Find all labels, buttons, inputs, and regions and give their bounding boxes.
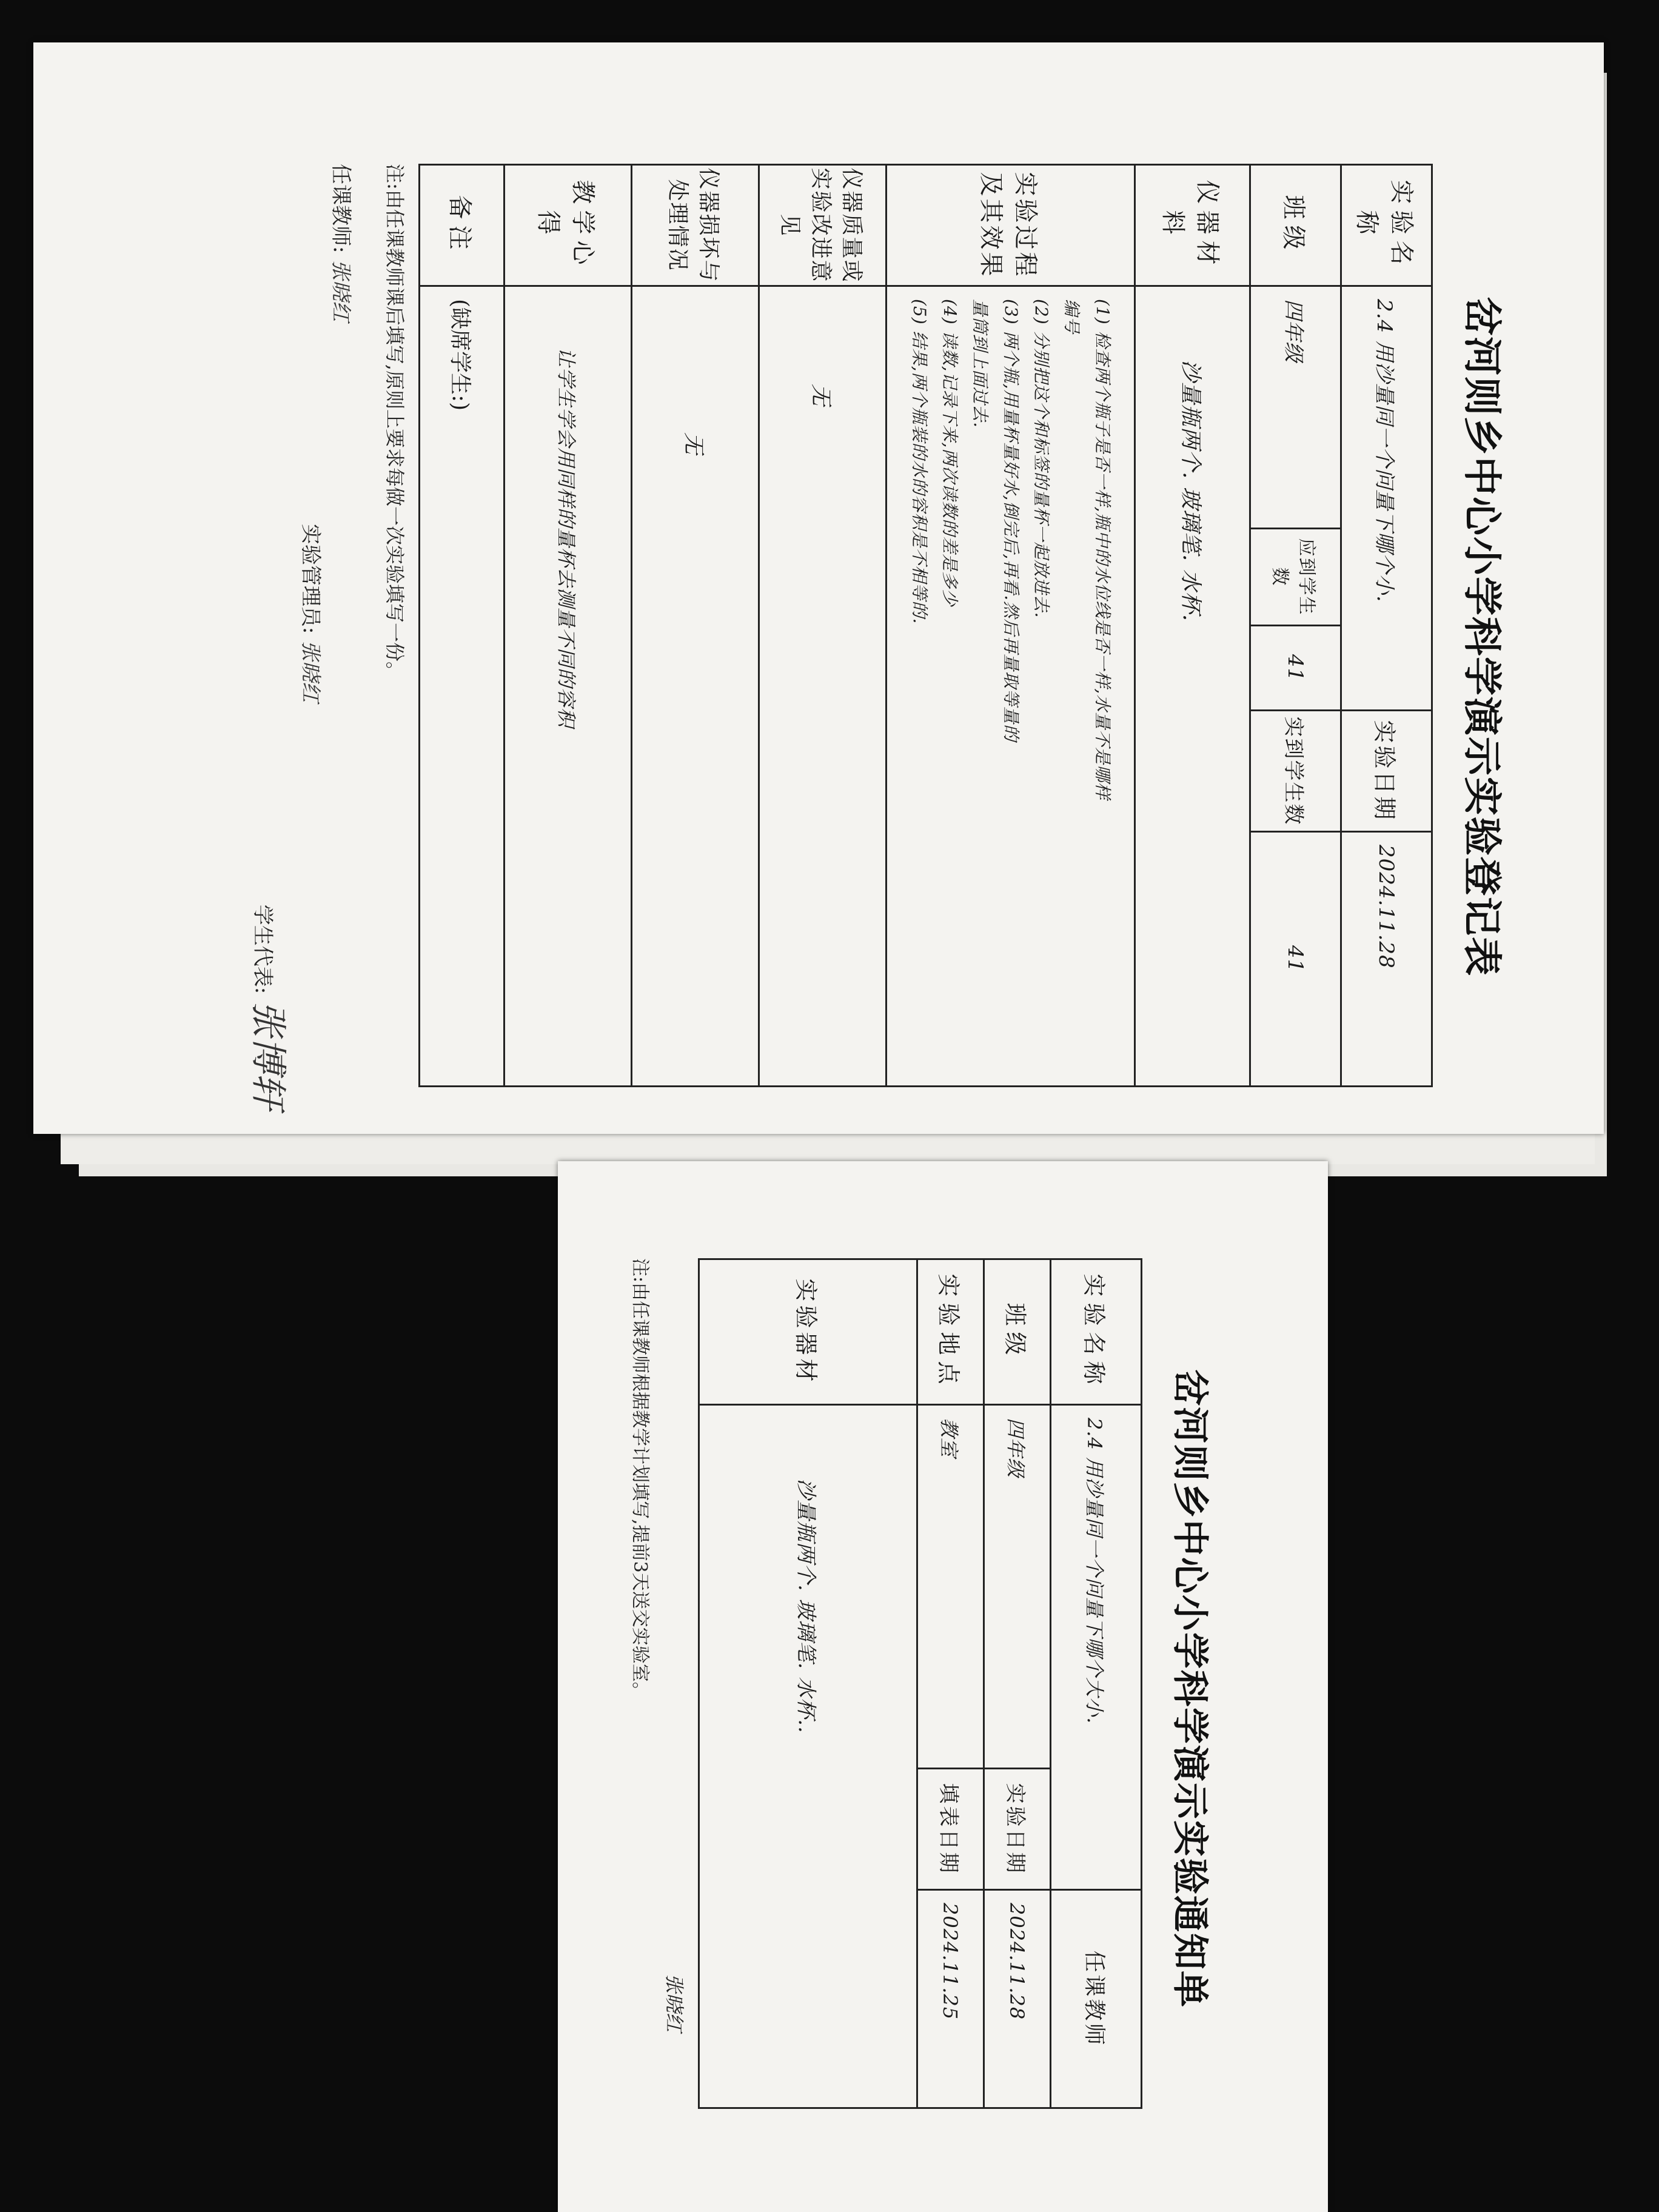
damage-label: 仪器损坏与处理情况 <box>632 165 759 286</box>
notice-equipment-label: 实验器材 <box>699 1259 917 1405</box>
notice-teacher-label: 任课教师 <box>1051 1890 1142 2108</box>
name-value: 2.4 用沙量同一个问量下哪个小. <box>1341 286 1432 711</box>
notice-location-label: 实验地点 <box>917 1259 984 1405</box>
notice-form <box>629 1246 1219 2131</box>
notice-date-value: 2024.11.28 <box>984 1890 1051 2108</box>
student-signature-value: 张博轩 <box>247 1000 289 1110</box>
manager-signature-value: 张晓红 <box>298 640 323 703</box>
damage-value: 无 <box>632 286 759 1087</box>
register-sheet <box>33 42 1604 1134</box>
quality-value: 无 <box>759 286 886 1087</box>
notice-sheet <box>558 1161 1328 2212</box>
register-table <box>418 164 1433 1087</box>
expected-label: 应到学生数 <box>1250 529 1341 626</box>
quality-label: 仪器质量或实验改进意见 <box>759 165 886 286</box>
notice-teacher-value: 张晓红 <box>663 1974 686 2033</box>
materials-value: 沙量瓶两个. 玻璃笔. 水杯. <box>1135 286 1250 1087</box>
date-label: 实验日期 <box>1341 711 1432 832</box>
register-signatures <box>245 164 358 1110</box>
notice-class-value: 四年级 <box>984 1405 1051 1769</box>
notice-footnote: 注:由任课教师根据教学计划填写,提前3天送交实验室。 <box>629 1258 651 1700</box>
teacher-signature <box>245 164 358 321</box>
register-form <box>245 152 1513 1122</box>
notice-table <box>698 1258 1142 2109</box>
process-value: (1) 检查两个瓶子是否一样,瓶中的水位线是否一样,水量不是哪样 编号 (2) 分别把这个和标签的量杯一起放进去. (3) 两个瓶,用量杯量好水,倒完后,再看.然后再量取等量的 量筒到上面过去. (4) 读数,记录下来,两次读数的差是多少 (5) 结果,两个瓶装的水的容积是不相等的. <box>886 286 1135 1087</box>
class-label: 班级 <box>1250 165 1341 286</box>
teacher-signature-label: 任课教师: <box>329 164 353 253</box>
teacher-signature-value: 张晓红 <box>329 260 353 322</box>
class-value: 四年级 <box>1250 286 1341 529</box>
student-signature <box>245 905 297 1110</box>
notice-class-label: 班级 <box>984 1259 1051 1405</box>
actual-label: 实到学生数 <box>1250 711 1341 832</box>
manager-signature-label: 实验管理员: <box>298 523 323 634</box>
notice-fill-date-label: 填表日期 <box>917 1769 984 1890</box>
name-label: 实验名称 <box>1341 165 1432 286</box>
actual-value: 41 <box>1250 832 1341 1087</box>
notice-fill-date-value: 2024.11.25 <box>917 1890 984 2108</box>
notice-title: 岔河则乡中心小学科学演示实验通知单 <box>1168 1369 1211 2008</box>
notice-date-label: 实验日期 <box>984 1769 1051 1890</box>
notice-location-value: 教室 <box>917 1405 984 1769</box>
register-title: 岔河则乡中心小学科学演示实验登记表 <box>1459 297 1504 977</box>
process-label: 实验过程及其效果 <box>886 165 1135 286</box>
register-footnote: 注:由任课教师课后填写,原则上要求每做一次实验填写一份。 <box>383 164 406 681</box>
materials-label: 仪器材料 <box>1135 165 1250 286</box>
student-signature-label: 学生代表: <box>250 904 275 994</box>
notice-name-value: 2.4 用沙量同一个问量下哪个大小. <box>1051 1405 1142 1890</box>
reflection-value: 让学生学会用同样的量杯去测量不同的容积 <box>504 286 632 1087</box>
notice-equipment-value: 沙量瓶两个. 玻璃笔. 水杯.. <box>699 1405 917 2108</box>
remarks-value: (缺席学生:) <box>420 286 504 1087</box>
expected-value: 41 <box>1250 626 1341 711</box>
date-value: 2024.11.28 <box>1341 832 1432 1087</box>
manager-signature <box>245 524 327 702</box>
notice-name-label: 实验名称 <box>1051 1259 1142 1405</box>
reflection-label: 教学心得 <box>504 165 632 286</box>
remarks-label: 备注 <box>420 165 504 286</box>
